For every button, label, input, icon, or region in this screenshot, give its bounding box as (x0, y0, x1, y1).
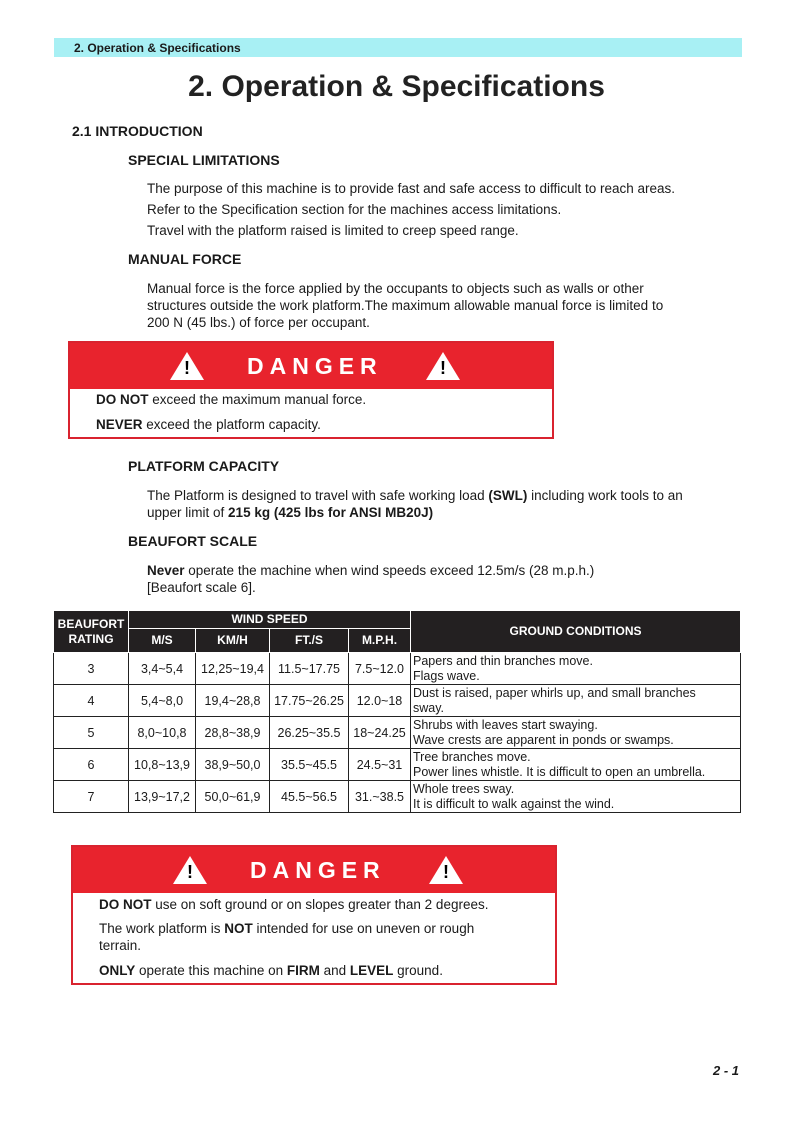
condition-line: Shrubs with leaves start swaying. (413, 717, 598, 732)
cell-rating: 7 (54, 781, 129, 813)
emphasis: DO NOT (99, 897, 152, 912)
cell-fts: 45.5~56.5 (270, 781, 349, 813)
emphasis: LEVEL (349, 963, 394, 978)
manual-force-heading: MANUAL FORCE (128, 251, 242, 267)
cell-fts: 35.5~45.5 (270, 749, 349, 781)
text: operate this machine on (135, 963, 287, 978)
condition-line: It is difficult to walk against the wind. (413, 796, 615, 811)
cell-rating: 5 (54, 717, 129, 749)
cell-rating: 6 (54, 749, 129, 781)
cell-ms: 8,0~10,8 (129, 717, 196, 749)
danger-box-ground (71, 845, 557, 985)
header-fts: FT./S (270, 629, 349, 653)
danger-line: terrain. (99, 938, 142, 953)
header-kmh: KM/H (196, 629, 270, 653)
header-rating-line: BEAUFORT (57, 616, 125, 631)
header-wind-speed: WIND SPEED (129, 611, 411, 629)
emphasis: ONLY (99, 963, 136, 978)
table-row (54, 717, 741, 749)
capacity-line (147, 505, 433, 520)
text: ground. (393, 963, 443, 978)
special-limitations-heading: SPECIAL LIMITATIONS (128, 152, 280, 168)
cell-kmh: 19,4~28,8 (196, 685, 270, 717)
cell-fts: 11.5~17.75 (270, 653, 349, 685)
cell-mph: 24.5~31 (349, 749, 411, 781)
cell-kmh: 50,0~61,9 (196, 781, 270, 813)
header-rating (54, 611, 129, 653)
danger-banner (73, 847, 555, 893)
header-mph: M.P.H. (349, 629, 411, 653)
section-header-bar (54, 38, 742, 57)
exclamation-icon: ! (184, 358, 190, 378)
cell-ms: 13,9~17,2 (129, 781, 196, 813)
cell-fts: 17.75~26.25 (270, 685, 349, 717)
danger-line (99, 897, 488, 912)
text: and (319, 963, 350, 978)
special-line: Refer to the Specification section for the machines access limitations. (147, 202, 562, 217)
page-title: 2. Operation & Specifications (188, 70, 605, 103)
danger-line (99, 963, 443, 978)
danger-label: DANGER (247, 353, 383, 379)
section-header-label: 2. Operation & Specifications (74, 41, 241, 55)
emphasis: (SWL) (488, 488, 528, 503)
cell-mph: 18~24.25 (349, 717, 411, 749)
cell-kmh: 28,8~38,9 (196, 717, 270, 749)
cell-kmh: 12,25~19,4 (196, 653, 270, 685)
cell-rating: 3 (54, 653, 129, 685)
danger-banner (70, 343, 552, 389)
text: The Platform is designed to travel with safe working load (147, 488, 489, 503)
exclamation-icon: ! (443, 862, 449, 882)
text: exceed the platform capacity. (142, 417, 321, 432)
cell-kmh: 38,9~50,0 (196, 749, 270, 781)
cell-rating: 4 (54, 685, 129, 717)
condition-line: Power lines whistle. It is difficult to open an umbrella. (413, 764, 706, 779)
header-ms: M/S (129, 629, 196, 653)
emphasis: NOT (224, 921, 253, 936)
manual-line: structures outside the work platform.The maximum allowable manual force is limited to (147, 298, 664, 313)
header-rating-line: RATING (68, 631, 114, 646)
manual-line: Manual force is the force applied by the occupants to objects such as walls or other (147, 281, 644, 296)
header-ground-conditions: GROUND CONDITIONS (411, 611, 741, 653)
beaufort-table (53, 610, 741, 813)
emphasis: Never (147, 563, 185, 578)
special-line: The purpose of this machine is to provide fast and safe access to difficult to reach areas. (147, 181, 676, 196)
intro-heading: 2.1 INTRODUCTION (72, 123, 203, 139)
text: including work tools to an (527, 488, 683, 503)
emphasis: FIRM (286, 963, 320, 978)
cell-conditions (411, 685, 741, 717)
cell-fts: 26.25~35.5 (270, 717, 349, 749)
condition-line: Wave crests are apparent in ponds or swamps. (413, 732, 674, 747)
exclamation-icon: ! (440, 358, 446, 378)
manual-line: 200 N (45 lbs.) of force per occupant. (147, 315, 370, 330)
danger-line (96, 417, 321, 432)
text: The work platform is (99, 921, 225, 936)
emphasis: DO NOT (96, 392, 149, 407)
text: intended for use on uneven or rough (252, 921, 475, 936)
cell-mph: 7.5~12.0 (349, 653, 411, 685)
capacity-line (147, 488, 683, 503)
text: exceed the maximum manual force. (148, 392, 367, 407)
beaufort-line (147, 563, 594, 578)
beaufort-scale-heading: BEAUFORT SCALE (128, 533, 258, 549)
exclamation-icon: ! (187, 862, 193, 882)
condition-line: Whole trees sway. (413, 781, 515, 796)
condition-line: Papers and thin branches move. (413, 653, 593, 668)
platform-capacity-heading: PLATFORM CAPACITY (128, 458, 280, 474)
cell-ms: 5,4~8,0 (129, 685, 196, 717)
danger-line (99, 921, 474, 936)
table-row (54, 653, 741, 685)
condition-line: Dust is raised, paper whirls up, and small branches (413, 685, 696, 700)
condition-line: Tree branches move. (413, 749, 531, 764)
beaufort-line: [Beaufort scale 6]. (147, 580, 256, 595)
text: upper limit of (147, 505, 229, 520)
cell-ms: 3,4~5,4 (129, 653, 196, 685)
cell-conditions (411, 653, 741, 685)
text: operate the machine when wind speeds exceed 12.5m/s (28 m.p.h.) (184, 563, 595, 578)
danger-box-manual-force (68, 341, 554, 439)
cell-conditions (411, 781, 741, 813)
cell-mph: 12.0~18 (349, 685, 411, 717)
page-number: 2 - 1 (712, 1063, 739, 1078)
cell-conditions (411, 717, 741, 749)
text: use on soft ground or on slopes greater than 2 degrees. (151, 897, 489, 912)
table-row (54, 781, 741, 813)
emphasis: 215 kg (425 lbs for ANSI MB20J) (228, 505, 434, 520)
cell-conditions (411, 749, 741, 781)
emphasis: NEVER (96, 417, 143, 432)
table-row (54, 749, 741, 781)
table-row (54, 685, 741, 717)
special-line: Travel with the platform raised is limited to creep speed range. (147, 223, 519, 238)
condition-line: sway. (413, 700, 445, 715)
cell-mph: 31.~38.5 (349, 781, 411, 813)
condition-line: Flags wave. (413, 668, 480, 683)
cell-ms: 10,8~13,9 (129, 749, 196, 781)
danger-label: DANGER (250, 857, 386, 883)
danger-line (96, 392, 366, 407)
